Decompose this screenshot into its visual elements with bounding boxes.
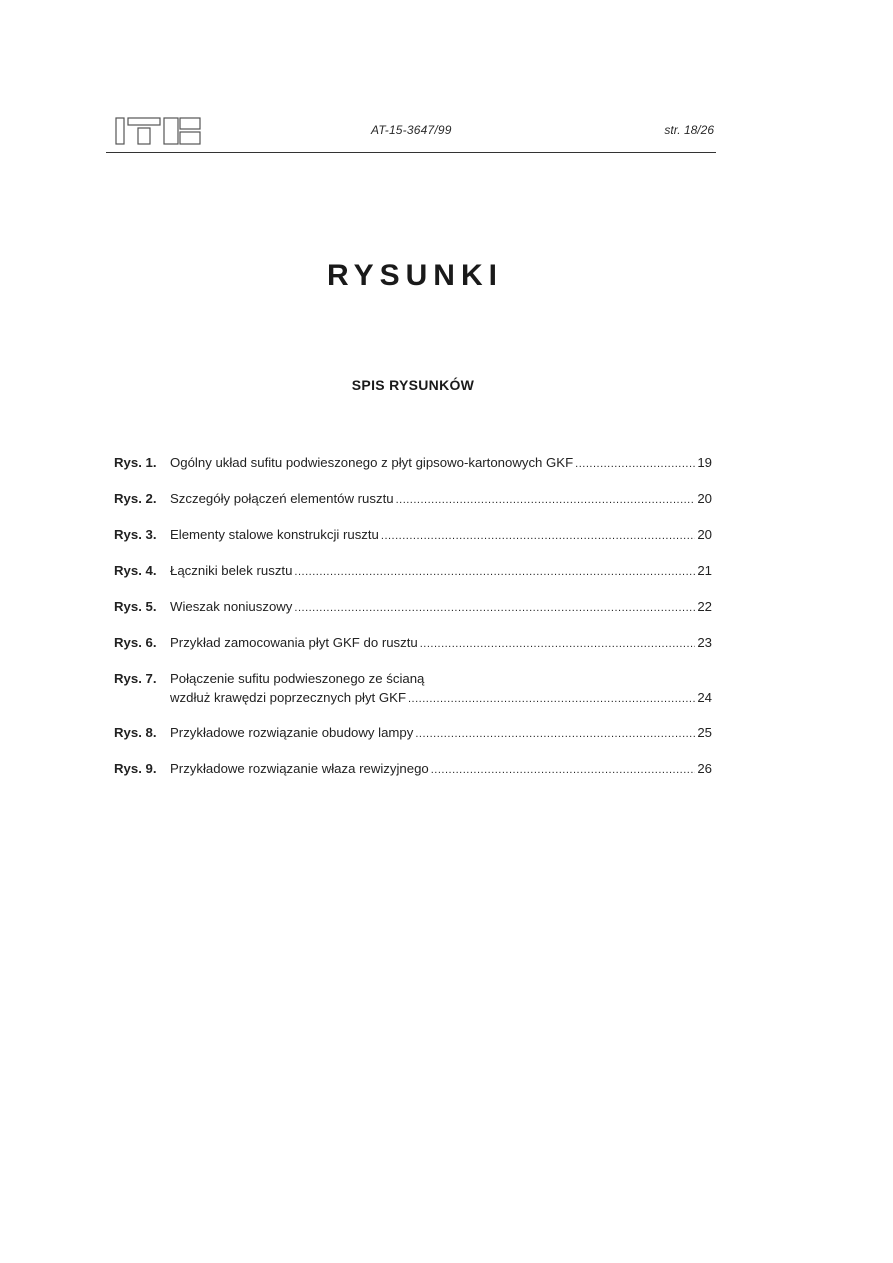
toc-dot-leader — [294, 599, 695, 618]
toc-item — [114, 525, 712, 546]
toc-item-body — [170, 525, 712, 546]
toc-item-body — [170, 759, 712, 780]
toc-item-page: 23 — [697, 635, 712, 650]
toc-item — [114, 633, 712, 654]
toc-item-line — [170, 489, 712, 510]
toc-item-body — [170, 453, 712, 474]
toc-item — [114, 597, 712, 618]
toc-item — [114, 759, 712, 780]
toc-item — [114, 561, 712, 582]
toc-item-body — [170, 489, 712, 510]
toc-item-title: Ogólny układ sufitu podwieszonego z płyt gipsowo-kartonowych GKF — [170, 455, 574, 470]
toc-item-title: Wieszak noniuszowy — [170, 599, 293, 614]
table-of-figures — [114, 453, 712, 795]
toc-item-label: Rys. 8. — [114, 725, 157, 740]
toc-item-label: Rys. 3. — [114, 527, 157, 542]
toc-item-label: Rys. 4. — [114, 563, 157, 578]
toc-item-page: 26 — [697, 761, 712, 776]
toc-item-label: Rys. 5. — [114, 599, 157, 614]
toc-dot-leader — [294, 563, 695, 582]
toc-item-line — [170, 525, 712, 546]
toc-item — [114, 723, 712, 744]
toc-dot-leader — [381, 527, 695, 546]
toc-item-line — [170, 759, 712, 780]
toc-item-label: Rys. 1. — [114, 455, 157, 470]
toc-item — [114, 669, 712, 709]
toc-item-body — [170, 723, 712, 744]
toc-item-title: Przykładowe rozwiązanie właza rewizyjnego — [170, 761, 429, 776]
toc-item-page: 20 — [697, 527, 712, 542]
toc-item-title: Elementy stalowe konstrukcji rusztu — [170, 527, 379, 542]
toc-item-label: Rys. 6. — [114, 635, 157, 650]
toc-item-page: 22 — [697, 599, 712, 614]
toc-item-line — [170, 453, 712, 474]
toc-item-page: 19 — [697, 455, 712, 470]
toc-item-body — [170, 669, 712, 709]
itb-logo-icon — [114, 116, 204, 146]
toc-item-line — [170, 597, 712, 618]
toc-item-body — [170, 633, 712, 654]
toc-item-page: 25 — [697, 725, 712, 740]
toc-item-line — [170, 561, 712, 582]
toc-item-title: Szczegóły połączeń elementów rusztu — [170, 491, 394, 506]
toc-dot-leader — [415, 725, 695, 744]
toc-item — [114, 453, 712, 474]
toc-dot-leader — [408, 690, 695, 709]
toc-item-label: Rys. 7. — [114, 671, 157, 686]
toc-item — [114, 489, 712, 510]
page-number: str. 18/26 — [664, 123, 714, 137]
toc-item-body — [170, 597, 712, 618]
document-code: AT-15-3647/99 — [371, 123, 452, 137]
toc-item-line — [170, 688, 712, 709]
toc-item-page: 21 — [697, 563, 712, 578]
toc-dot-leader — [396, 491, 696, 510]
toc-item-title: Przykład zamocowania płyt GKF do rusztu — [170, 635, 418, 650]
toc-item-title: Przykładowe rozwiązanie obudowy lampy — [170, 725, 414, 740]
toc-dot-leader — [431, 761, 696, 780]
toc-item-label: Rys. 2. — [114, 491, 157, 506]
toc-item-title: Połączenie sufitu podwieszonego ze ścianą — [170, 671, 425, 686]
toc-item-page: 24 — [697, 690, 712, 705]
toc-item-body — [170, 561, 712, 582]
toc-item-page: 20 — [697, 491, 712, 506]
page-title: RYSUNKI — [327, 259, 503, 292]
section-subtitle: SPIS RYSUNKÓW — [351, 377, 475, 393]
toc-item-label: Rys. 9. — [114, 761, 157, 776]
toc-item-line — [170, 723, 712, 744]
toc-dot-leader — [420, 635, 696, 654]
toc-item-line — [170, 669, 712, 688]
toc-item-title: Łączniki belek rusztu — [170, 563, 293, 578]
toc-dot-leader — [575, 455, 695, 474]
header-divider — [106, 152, 716, 153]
toc-item-title: wzdłuż krawędzi poprzecznych płyt GKF — [170, 690, 406, 705]
page-header — [106, 112, 716, 154]
toc-item-line — [170, 633, 712, 654]
